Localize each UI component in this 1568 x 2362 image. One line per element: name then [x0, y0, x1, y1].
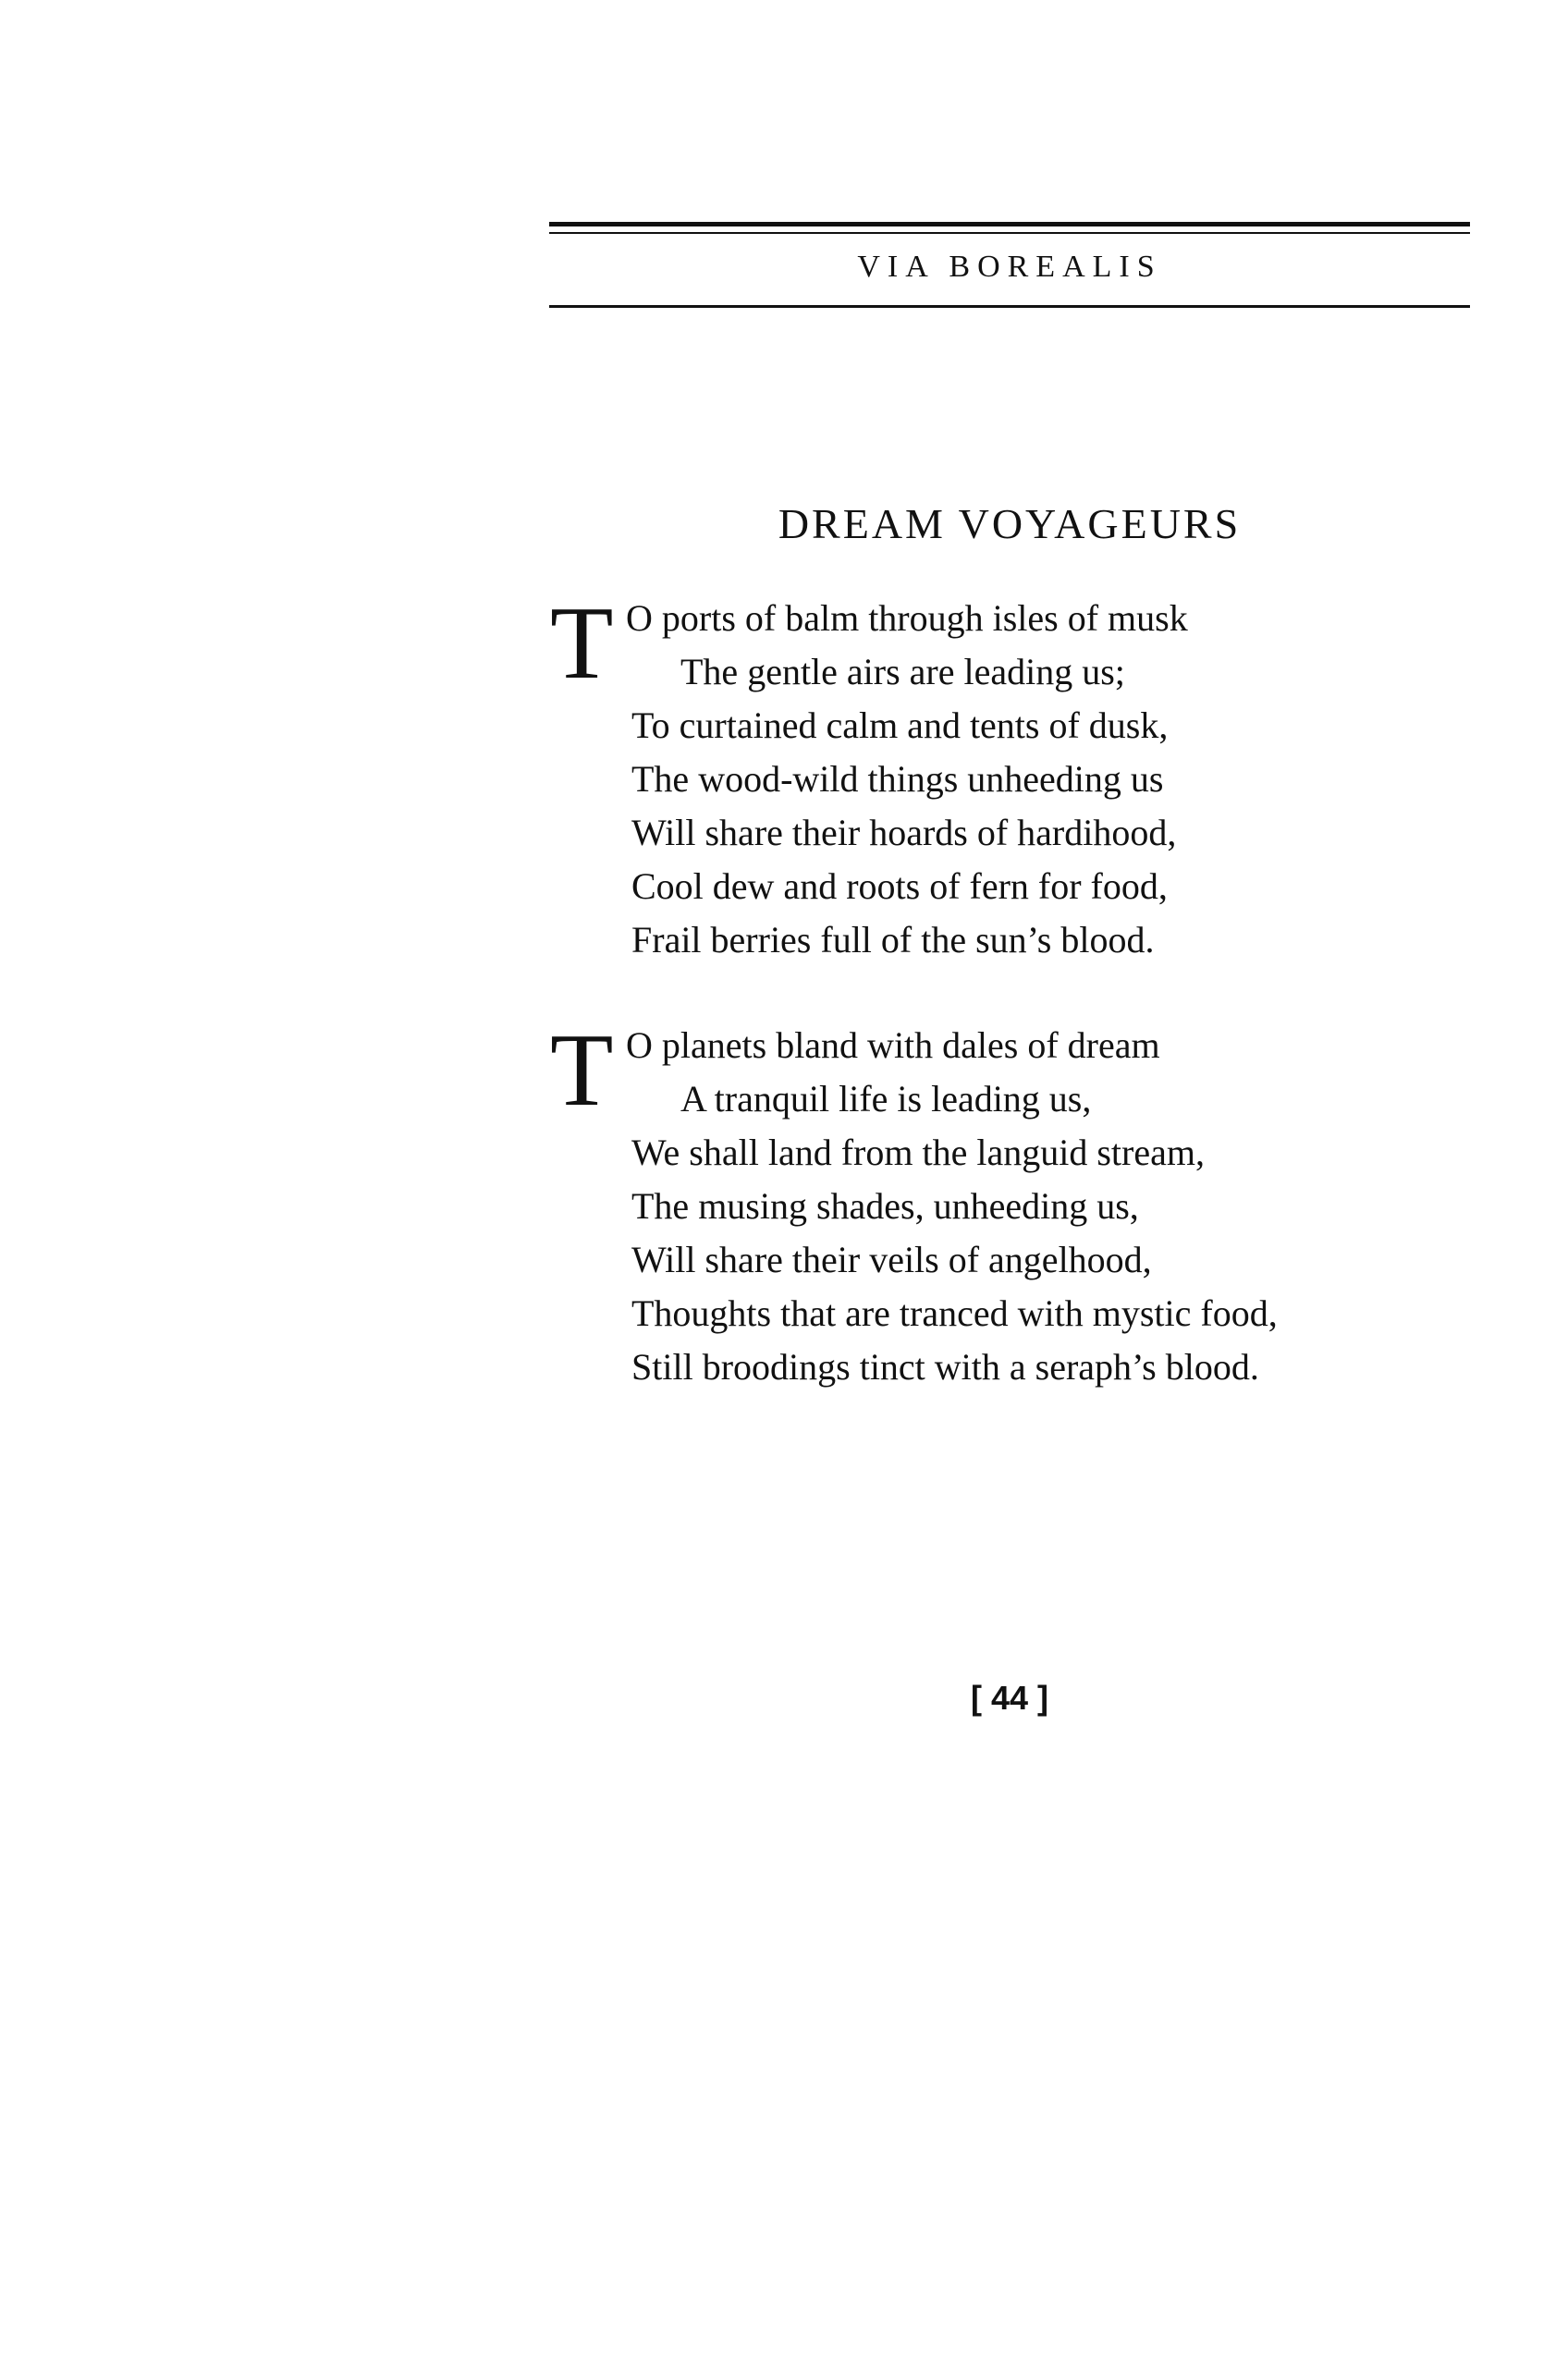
header-rule-top-thin [549, 232, 1470, 234]
poem-title: DREAM VOYAGEURS [778, 500, 1242, 547]
poem-line: Will share their veils of angelhood, [631, 1239, 1152, 1280]
poem-line: Will share their hoards of hardihood, [631, 812, 1177, 853]
page-number: [ 44 ] [970, 1679, 1049, 1717]
poem-line: O ports of balm through isles of musk [626, 597, 1188, 639]
poem-line: O planets bland with dales of dream [626, 1024, 1160, 1066]
drop-cap: T [550, 1013, 614, 1128]
poem-line: The wood-wild things unheeding us [631, 758, 1164, 800]
header-rule-bottom [549, 305, 1470, 308]
poem-line: The musing shades, unheeding us, [631, 1185, 1139, 1227]
poem-line: To curtained calm and tents of dusk, [631, 704, 1169, 746]
drop-cap: T [550, 586, 614, 701]
poem-line: Cool dew and roots of fern for food, [631, 865, 1168, 907]
running-head: VIA BOREALIS [857, 250, 1162, 284]
poem-line: The gentle airs are leading us; [680, 651, 1125, 692]
header-rule-top [549, 222, 1470, 226]
poem-line: We shall land from the languid stream, [631, 1132, 1205, 1173]
poem-line: Thoughts that are tranced with mystic food, [631, 1292, 1278, 1334]
poem-line: Frail berries full of the sun’s blood. [631, 919, 1155, 961]
poem-line: Still broodings tinct with a seraph’s blood. [631, 1346, 1259, 1388]
poem-line: A tranquil life is leading us, [680, 1078, 1092, 1120]
